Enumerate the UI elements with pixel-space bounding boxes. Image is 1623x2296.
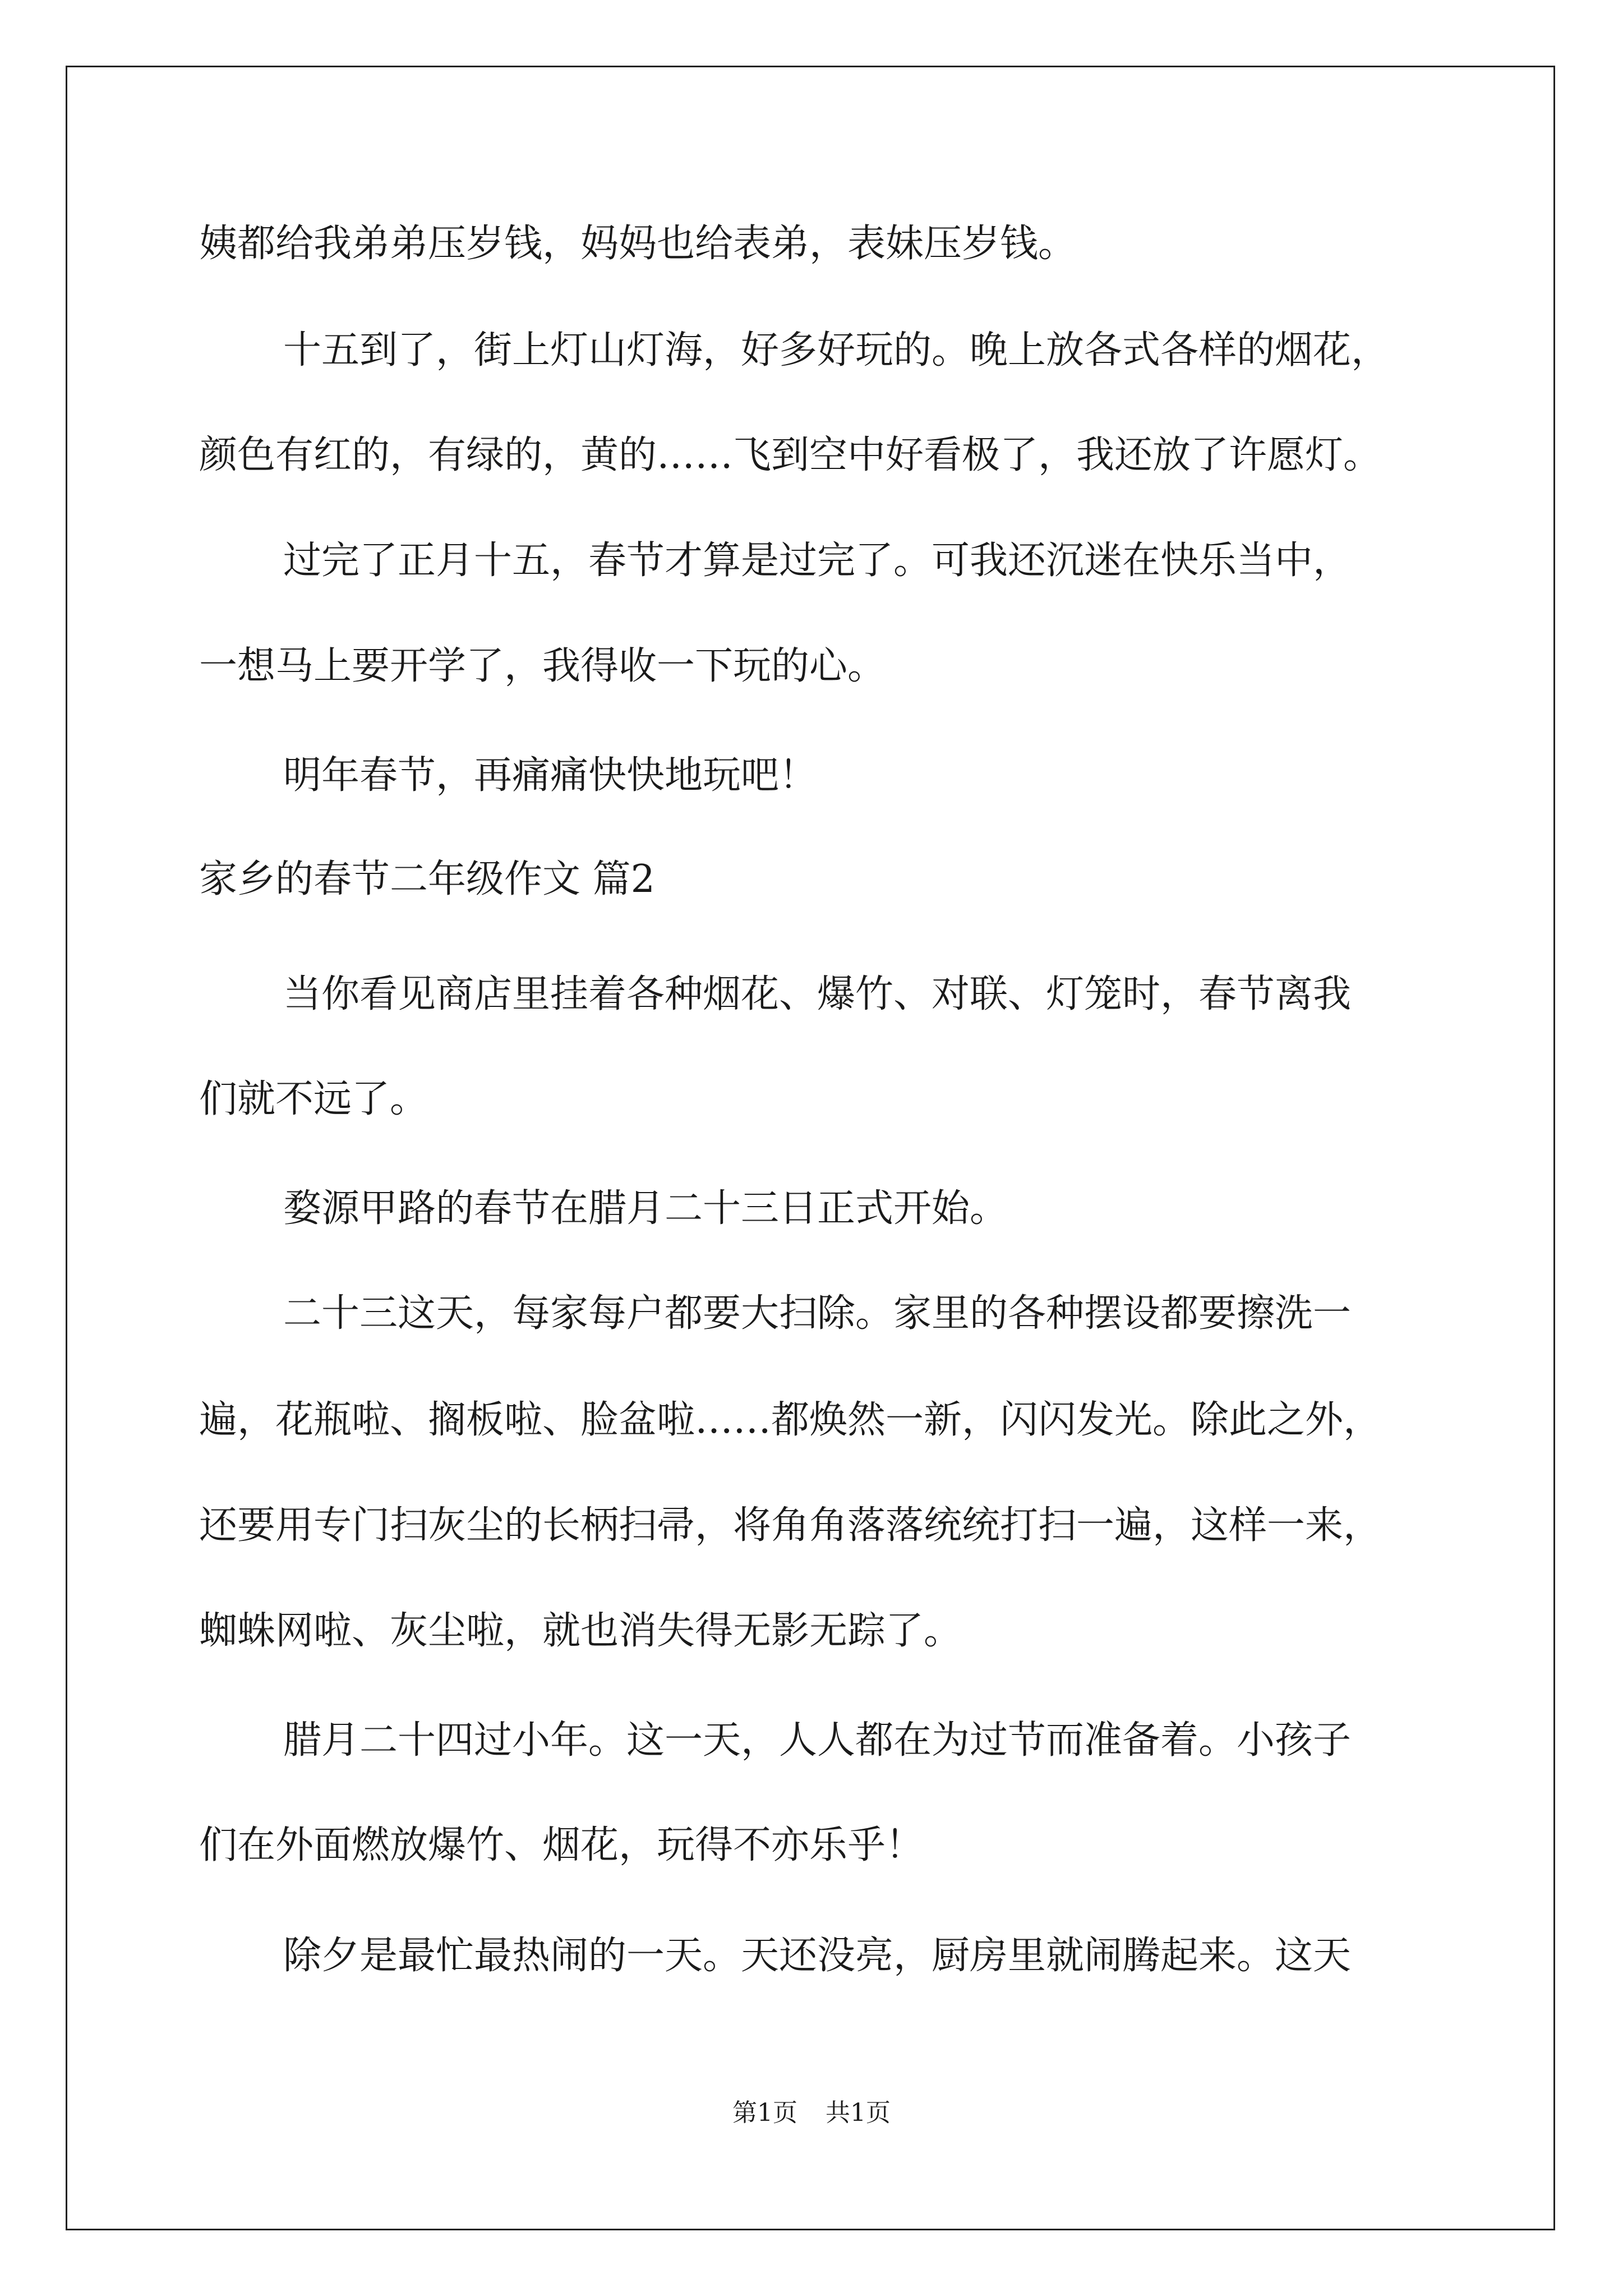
text-line: 一想马上要开学了，我得收一下玩的心。 [199,644,886,688]
text-line: 腊月二十四过小年。这一天，人人都在为过节而准备着。小孩子 [283,1718,1352,1763]
text-line: 姨都给我弟弟压岁钱，妈妈也给表弟，表妹压岁钱。 [199,222,1077,266]
text-line: 当你看见商店里挂着各种烟花、爆竹、对联、灯笼时，春节离我 [283,972,1352,1016]
page-footer [0,2096,1623,2130]
text-line: 遍，花瓶啦、搁板啦、脸盆啦……都焕然一新，闪闪发光。除此之外， [199,1398,1382,1442]
page-total: 共1页 [826,2099,891,2127]
section-heading: 家乡的春节二年级作文 篇2 [199,857,655,901]
page-number: 第1页 [732,2099,797,2127]
text-line: 还要用专门扫灰尘的长柄扫帚，将角角落落统统打扫一遍，这样一来， [199,1503,1382,1548]
text-line: 过完了正月十五，春节才算是过完了。可我还沉迷在快乐当中， [283,539,1352,583]
text-line: 十五到了，街上灯山灯海，好多好玩的。晚上放各式各样的烟花， [283,328,1390,372]
text-line: 们就不远了。 [199,1077,428,1121]
text-line: 明年春节，再痛痛快快地玩吧！ [283,753,818,798]
text-line: 二十三这天，每家每户都要大扫除。家里的各种摆设都要擦洗一 [283,1291,1352,1336]
text-line: 婺源甲路的春节在腊月二十三日正式开始。 [283,1186,1008,1231]
text-line: 颜色有红的，有绿的，黄的……飞到空中好看极了，我还放了许愿灯。 [199,433,1382,477]
text-line: 除夕是最忙最热闹的一天。天还没亮，厨房里就闹腾起来。这天 [283,1934,1352,1978]
text-line: 蜘蛛网啦、灰尘啦，就也消失得无影无踪了。 [199,1609,962,1653]
page-border [66,66,1555,2230]
text-line: 们在外面燃放爆竹、烟花，玩得不亦乐乎！ [199,1823,924,1867]
